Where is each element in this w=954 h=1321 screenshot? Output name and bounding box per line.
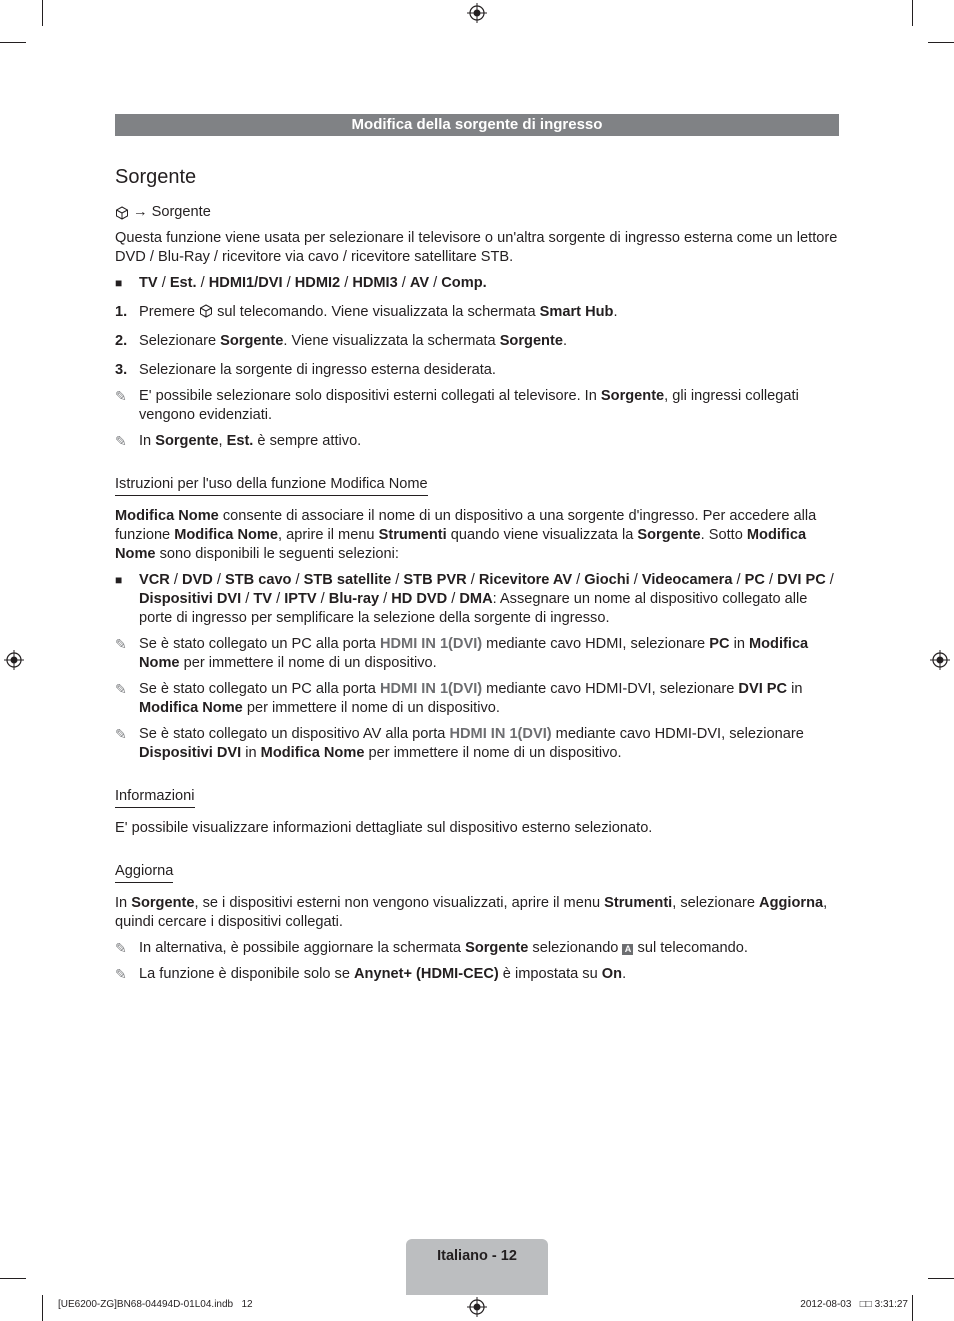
info-text: E' possibile visualizzare informazioni dettagliate sul dispositivo esterno selezionato. bbox=[115, 820, 653, 836]
note-item bbox=[115, 965, 839, 984]
names-list: VCR / DVD / STB cavo / STB satellite / STB PVR / Ricevitore AV / Giochi / Videocamera / PC / DVI PC / Dispositivi DVI / TV / IPTV / Blu-ray / HD DVD / DMA: Assegnare un nome al dispositivo collegato alle porte di ingresso per semplificare la selezione della sorgente di ingresso. bbox=[139, 572, 834, 626]
device-name-option: HD DVD bbox=[391, 591, 448, 607]
pencil-note-icon: ✎ bbox=[115, 681, 127, 697]
square-bullet-icon: ■ bbox=[115, 573, 123, 587]
pencil-note-icon: ✎ bbox=[115, 433, 127, 449]
crop-mark bbox=[912, 1295, 913, 1321]
pencil-note-icon: ✎ bbox=[115, 726, 127, 742]
device-name-option: DVD bbox=[181, 572, 213, 588]
menu-cube-icon bbox=[199, 304, 213, 318]
menu-path bbox=[115, 203, 839, 222]
note-item bbox=[115, 939, 839, 958]
step-text: Premere sul telecomando. Viene visualizzata la schermata Smart Hub. bbox=[139, 304, 618, 320]
section-band-title: Modifica della sorgente di ingresso bbox=[115, 114, 839, 136]
registration-mark-icon bbox=[4, 650, 24, 670]
note-item bbox=[115, 432, 839, 451]
source-est: Est. bbox=[169, 275, 197, 291]
source-tv: TV bbox=[139, 275, 158, 291]
sources-list: TV / Est. / HDMI1/DVI / HDMI2 / HDMI3 / AV / Comp. bbox=[139, 275, 487, 291]
source-hdmi3: HDMI3 bbox=[352, 275, 398, 291]
pencil-note-icon: ✎ bbox=[115, 966, 127, 982]
step-text: Selezionare la sorgente di ingresso esterna desiderata. bbox=[139, 362, 496, 378]
crop-mark bbox=[0, 1278, 26, 1279]
note-text: Se è stato collegato un dispositivo AV alla porta HDMI IN 1(DVI) mediante cavo HDMI-DVI, selezionare Dispositivi DVI in Modifica Nome per immettere il nome di un dispositivo. bbox=[139, 726, 804, 761]
device-name-option: STB PVR bbox=[403, 572, 467, 588]
pencil-note-icon: ✎ bbox=[115, 388, 127, 404]
subsection-heading-edit-name: Istruzioni per l'uso della funzione Modifica Nome bbox=[115, 475, 428, 496]
device-name-option: VCR bbox=[139, 572, 170, 588]
source-hdmi2: HDMI2 bbox=[294, 275, 341, 291]
a-button-icon: A bbox=[622, 944, 633, 955]
source-comp: Comp. bbox=[441, 275, 487, 291]
step-item bbox=[115, 361, 839, 380]
sources-bullet bbox=[115, 274, 839, 293]
step-number: 3. bbox=[115, 362, 128, 378]
device-name-option: TV bbox=[253, 591, 273, 607]
note-text: Se è stato collegato un PC alla porta HDMI IN 1(DVI) mediante cavo HDMI, selezionare PC in Modifica Nome per immettere il nome di un dispositivo. bbox=[139, 636, 809, 671]
device-name-option: Videocamera bbox=[641, 572, 733, 588]
note-item bbox=[115, 387, 839, 425]
device-name-option: DVI PC bbox=[777, 572, 826, 588]
device-name-option: Dispositivi DVI bbox=[139, 591, 242, 607]
device-name-option: Ricevitore AV bbox=[478, 572, 573, 588]
square-bullet-icon: ■ bbox=[115, 276, 123, 290]
note-item bbox=[115, 635, 839, 673]
registration-mark-icon bbox=[930, 650, 950, 670]
step-number: 2. bbox=[115, 333, 128, 349]
subsection-heading-wrap bbox=[115, 787, 839, 808]
crop-mark bbox=[928, 1278, 954, 1279]
step-text: Selezionare Sorgente. Viene visualizzata la schermata Sorgente. bbox=[139, 333, 568, 349]
path-label: Sorgente bbox=[151, 204, 211, 220]
device-name-option: IPTV bbox=[284, 591, 317, 607]
device-name-option: Giochi bbox=[584, 572, 630, 588]
note-item bbox=[115, 680, 839, 718]
device-name-option: Blu-ray bbox=[328, 591, 380, 607]
step-item bbox=[115, 332, 839, 351]
print-slug-left: [UE6200-ZG]BN68-04494D-01L04.indb 12 bbox=[58, 1299, 253, 1310]
device-name-option: STB satellite bbox=[303, 572, 392, 588]
device-name-option: STB cavo bbox=[224, 572, 292, 588]
edit-name-description: Modifica Nome consente di associare il nome di un dispositivo a una sorgente d'ingresso. Per accedere alla funzione Modifica Nome, aprire il menu Strumenti quando viene visualizzata la Sorgente. Sotto Modifica Nome sono disponibili le seguenti selezioni: bbox=[115, 508, 817, 562]
subsection-heading-info: Informazioni bbox=[115, 787, 195, 808]
page-number-tab: Italiano - 12 bbox=[406, 1239, 548, 1295]
note-text: E' possibile selezionare solo dispositivi esterni collegati al televisore. In Sorgente, gli ingressi collegati vengono evidenziati. bbox=[139, 388, 799, 423]
intro-text: Questa funzione viene usata per selezionare il televisore o un'altra sorgente di ingresso esterna come un lettore DVD / Blu-Ray / ricevitore via cavo / ricevitore satellitare STB. bbox=[115, 230, 838, 265]
source-av: AV bbox=[409, 275, 430, 291]
note-text: In Sorgente, Est. è sempre attivo. bbox=[139, 433, 362, 449]
pencil-note-icon: ✎ bbox=[115, 940, 127, 956]
page-title: Sorgente bbox=[115, 166, 197, 188]
registration-mark-icon bbox=[467, 3, 487, 23]
print-slug-right: 2012-08-03 □□ 3:31:27 bbox=[800, 1299, 908, 1310]
note-text: Se è stato collegato un PC alla porta HDMI IN 1(DVI) mediante cavo HDMI-DVI, selezionare DVI PC in Modifica Nome per immettere il nome di un dispositivo. bbox=[139, 681, 803, 716]
crop-mark bbox=[912, 0, 913, 26]
registration-mark-icon bbox=[467, 1297, 487, 1317]
step-number: 1. bbox=[115, 304, 128, 320]
device-name-option: PC bbox=[744, 572, 765, 588]
subsection-heading-wrap bbox=[115, 862, 839, 883]
page-content bbox=[115, 164, 839, 984]
menu-cube-icon bbox=[115, 206, 129, 220]
path-arrow: → bbox=[133, 204, 148, 220]
note-text: La funzione è disponibile solo se Anynet+ (HDMI-CEC) è impostata su On. bbox=[139, 966, 627, 982]
crop-mark bbox=[42, 1295, 43, 1321]
refresh-text: In Sorgente, se i dispositivi esterni non vengono visualizzati, aprire il menu Strumenti, selezionare Aggiorna, quindi cercare i dispositivi collegati. bbox=[115, 895, 828, 930]
subsection-heading-wrap bbox=[115, 475, 839, 496]
note-text: In alternativa, è possibile aggiornare la schermata Sorgente selezionando A sul telecomando. bbox=[139, 940, 748, 956]
crop-mark bbox=[0, 42, 26, 43]
pencil-note-icon: ✎ bbox=[115, 636, 127, 652]
names-bullet bbox=[115, 571, 839, 628]
source-hdmi1: HDMI1/DVI bbox=[208, 275, 283, 291]
crop-mark bbox=[42, 0, 43, 26]
note-item bbox=[115, 725, 839, 763]
crop-mark bbox=[928, 42, 954, 43]
step-item bbox=[115, 303, 839, 322]
subsection-heading-refresh: Aggiorna bbox=[115, 862, 173, 883]
device-name-option: DMA bbox=[459, 591, 493, 607]
